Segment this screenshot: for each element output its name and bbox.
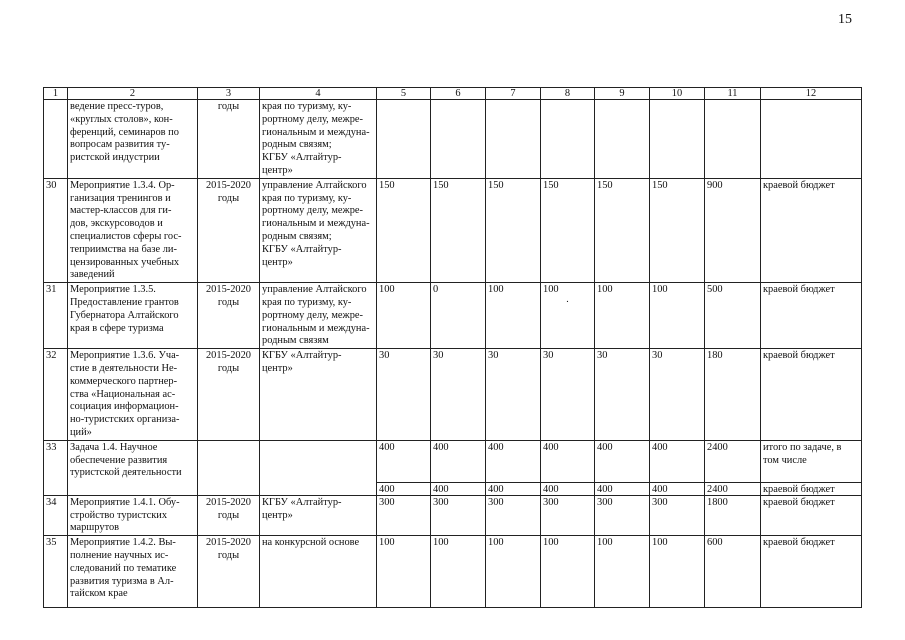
program-activities-table — [43, 87, 862, 608]
total-cell: 500 — [705, 283, 761, 349]
value-cell — [377, 100, 431, 179]
row-number-cell: 31 — [44, 283, 68, 349]
activity-name-cell: Мероприятие 1.3.6. Уча- стие в деятельности Не- коммерческого партнер- ства «Национальная ас- социация информацион- но-туристских организа- ций» — [68, 349, 198, 441]
row-number-cell: 30 — [44, 178, 68, 282]
executor-cell: управление Алтайского края по туризму, ку- рортному делу, межре- гиональным и междуна- родным связям; КГБУ «Алтайтур- центр» — [260, 178, 377, 282]
table-row-32 — [44, 349, 862, 441]
value-cell: 150 — [650, 178, 705, 282]
executor-cell — [260, 440, 377, 495]
table-row-35 — [44, 536, 862, 608]
column-header: 1 — [44, 88, 68, 100]
value-cell: 100 — [595, 283, 650, 349]
executor-cell: управление Алтайского края по туризму, ку- рортному делу, межре- гиональным и междуна- родным связям — [260, 283, 377, 349]
column-header: 5 — [377, 88, 431, 100]
value-cell: 400 — [486, 482, 541, 495]
period-cell: 2015-2020 годы — [198, 536, 260, 608]
period-cell — [198, 440, 260, 495]
column-header: 4 — [260, 88, 377, 100]
column-header: 3 — [198, 88, 260, 100]
total-cell: 2400 — [705, 482, 761, 495]
scan-speck: · — [565, 296, 570, 308]
value-cell: 150 — [377, 178, 431, 282]
value-cell: 400 — [595, 482, 650, 495]
column-header: 8 — [541, 88, 595, 100]
total-cell: 180 — [705, 349, 761, 441]
value-cell: 300 — [377, 495, 431, 535]
value-cell: 400 — [650, 482, 705, 495]
value-cell: 30 — [595, 349, 650, 441]
period-cell: годы — [198, 100, 260, 179]
column-header: 12 — [761, 88, 862, 100]
executor-cell: КГБУ «Алтайтур- центр» — [260, 349, 377, 441]
value-cell: 100 — [650, 536, 705, 608]
funding-source-cell — [761, 100, 862, 179]
funding-source-cell: итого по задаче, в том числе — [761, 440, 862, 482]
table-row-33 — [44, 440, 862, 482]
value-cell: 400 — [595, 440, 650, 482]
value-cell — [541, 100, 595, 179]
value-cell: 150 — [486, 178, 541, 282]
value-cell: 300 — [595, 495, 650, 535]
value-cell: 300 — [650, 495, 705, 535]
value-cell: 30 — [377, 349, 431, 441]
value-cell: 400 — [486, 440, 541, 482]
value-cell — [486, 100, 541, 179]
row-number-cell: 33 — [44, 440, 68, 495]
value-cell — [650, 100, 705, 179]
value-cell: 400 — [377, 482, 431, 495]
row-number-cell: 32 — [44, 349, 68, 441]
column-header: 9 — [595, 88, 650, 100]
period-cell: 2015-2020 годы — [198, 283, 260, 349]
value-cell: 300 — [541, 495, 595, 535]
value-cell: 400 — [650, 440, 705, 482]
value-cell: 100 — [377, 283, 431, 349]
executor-cell: на конкурсной основе — [260, 536, 377, 608]
total-cell: 600 — [705, 536, 761, 608]
total-cell: 1800 — [705, 495, 761, 535]
activity-name-cell: Мероприятие 1.3.5. Предоставление грантов Губернатора Алтайского края в сфере туризма — [68, 283, 198, 349]
value-cell: 100 — [377, 536, 431, 608]
value-cell: 30 — [650, 349, 705, 441]
value-cell: 400 — [541, 482, 595, 495]
table-row-continuation — [44, 100, 862, 179]
activity-name-cell: Мероприятие 1.3.4. Ор- ганизация тренингов и мастер-классов для ги- дов, экскурсоводов и специалистов сферы гос- теприимства на базе ли- цензированных учебных заведений — [68, 178, 198, 282]
value-cell: 300 — [486, 495, 541, 535]
funding-source-cell: краевой бюджет — [761, 349, 862, 441]
value-cell: 150 — [541, 178, 595, 282]
value-cell: 400 — [377, 440, 431, 482]
total-cell: 2400 — [705, 440, 761, 482]
total-cell — [705, 100, 761, 179]
table-row-31 — [44, 283, 862, 349]
value-cell — [431, 100, 486, 179]
period-cell: 2015-2020 годы — [198, 178, 260, 282]
value-cell: 100 — [541, 536, 595, 608]
value-cell: 400 — [431, 482, 486, 495]
funding-source-cell: краевой бюджет — [761, 482, 862, 495]
value-cell: 100 — [595, 536, 650, 608]
column-header: 6 — [431, 88, 486, 100]
column-header: 7 — [486, 88, 541, 100]
funding-source-cell: краевой бюджет — [761, 495, 862, 535]
value-cell: 100 — [486, 283, 541, 349]
activity-name-cell: Мероприятие 1.4.2. Вы- полнение научных ис- следований по тематике развития туризма в Ал- тайском крае — [68, 536, 198, 608]
activity-name-cell: ведение пресс-туров, «круглых столов», кон- ференций, семинаров по вопросам развития ту- ристской индустрии — [68, 100, 198, 179]
column-header: 11 — [705, 88, 761, 100]
activity-name-cell: Задача 1.4. Научное обеспечение развития туристской деятельности — [68, 440, 198, 495]
column-header: 2 — [68, 88, 198, 100]
value-cell: 400 — [541, 440, 595, 482]
activity-name-cell: Мероприятие 1.4.1. Обу- стройство туристских маршрутов — [68, 495, 198, 535]
funding-source-cell: краевой бюджет — [761, 283, 862, 349]
table-row-30 — [44, 178, 862, 282]
total-cell: 900 — [705, 178, 761, 282]
value-cell: 100 — [486, 536, 541, 608]
executor-cell: КГБУ «Алтайтур- центр» — [260, 495, 377, 535]
funding-source-cell: краевой бюджет — [761, 178, 862, 282]
column-header: 10 — [650, 88, 705, 100]
value-cell: 30 — [541, 349, 595, 441]
page-number: 15 — [838, 12, 852, 27]
row-number-cell: 35 — [44, 536, 68, 608]
value-cell: 400 — [431, 440, 486, 482]
period-cell: 2015-2020 годы — [198, 495, 260, 535]
row-number-cell: 34 — [44, 495, 68, 535]
value-cell: 150 — [431, 178, 486, 282]
value-cell: 30 — [431, 349, 486, 441]
row-number-cell — [44, 100, 68, 179]
value-cell: 300 — [431, 495, 486, 535]
funding-source-cell: краевой бюджет — [761, 536, 862, 608]
value-cell: 150 — [595, 178, 650, 282]
value-cell — [595, 100, 650, 179]
executor-cell: края по туризму, ку- рортному делу, межре- гиональным и междуна- родным связям; КГБУ «Алтайтур- центр» — [260, 100, 377, 179]
value-cell: 100 — [431, 536, 486, 608]
value-cell: 0 — [431, 283, 486, 349]
value-cell: 100 — [650, 283, 705, 349]
table-row-34 — [44, 495, 862, 535]
column-number-header-row — [44, 88, 862, 100]
period-cell: 2015-2020 годы — [198, 349, 260, 441]
value-cell: 100 · — [541, 283, 595, 349]
value-cell: 30 — [486, 349, 541, 441]
